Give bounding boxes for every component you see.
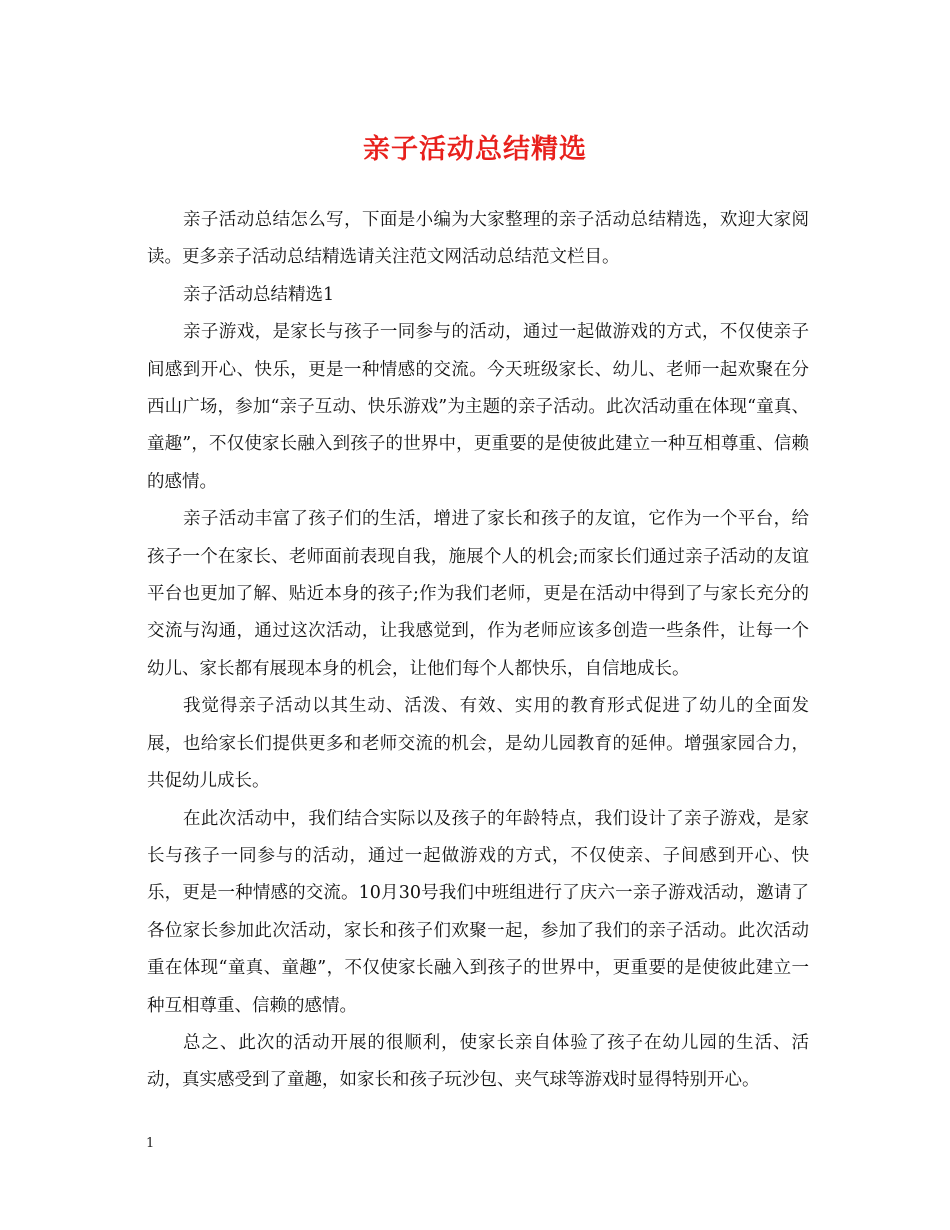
intro-paragraph: 亲子活动总结怎么写，下面是小编为大家整理的亲子活动总结精选，欢迎大家阅读。更多亲子活动总结精选请关注范文网活动总结范文栏目。 bbox=[147, 210, 809, 268]
body-paragraph: 在此次活动中，我们结合实际以及孩子的年龄特点，我们设计了亲子游戏，是家长与孩子一同参与的活动，通过一起做游戏的方式，不仅使亲、子间感到开心、快乐，更是一种情感的交流。10月30号我们中班组进行了庆六一亲子游戏活动，邀请了各位家长参加此次活动，家长和孩子们欢聚一起，参加了我们的亲子活动。此次活动重在体现“童真、童趣”，不仅使家长融入到孩子的世界中，更重要的是使彼此建立一种互相尊重、信赖的感情。 bbox=[147, 808, 809, 1016]
body-paragraph: 我觉得亲子活动以其生动、活泼、有效、实用的教育形式促进了幼儿的全面发展，也给家长们提供更多和老师交流的机会，是幼儿园教育的延伸。增强家园合力，共促幼儿成长。 bbox=[147, 696, 809, 792]
body-paragraph: 亲子活动丰富了孩子们的生活，增进了家长和孩子的友谊，它作为一个平台，给孩子一个在家长、老师面前表现自我，施展个人的机会;而家长们通过亲子活动的友谊平台也更加了解、贴近本身的孩子;作为我们老师，更是在活动中得到了与家长充分的交流与沟通，通过这次活动，让我感觉到，作为老师应该多创造一些条件，让每一个幼儿、家长都有展现本身的机会，让他们每个人都快乐，自信地成长。 bbox=[147, 509, 809, 679]
body-paragraph: 总之、此次的活动开展的很顺利，使家长亲自体验了孩子在幼儿园的生活、活动，真实感受到了童趣，如家长和孩子玩沙包、夹气球等游戏时显得特别开心。 bbox=[147, 1032, 809, 1091]
document-body bbox=[147, 202, 809, 1100]
section-heading: 亲子活动总结精选1 bbox=[183, 284, 335, 305]
page-number: 1 bbox=[146, 1136, 155, 1151]
document-title: 亲子活动总结精选 bbox=[363, 134, 587, 165]
body-paragraph: 亲子游戏，是家长与孩子一同参与的活动，通过一起做游戏的方式，不仅使亲子间感到开心、快乐，更是一种情感的交流。今天班级家长、幼儿、老师一起欢聚在分西山广场，参加“亲子互动、快乐游戏”为主题的亲子活动。此次活动重在体现“童真、童趣”，不仅使家长融入到孩子的世界中，更重要的是使彼此建立一种互相尊重、信赖的感情。 bbox=[147, 322, 809, 492]
